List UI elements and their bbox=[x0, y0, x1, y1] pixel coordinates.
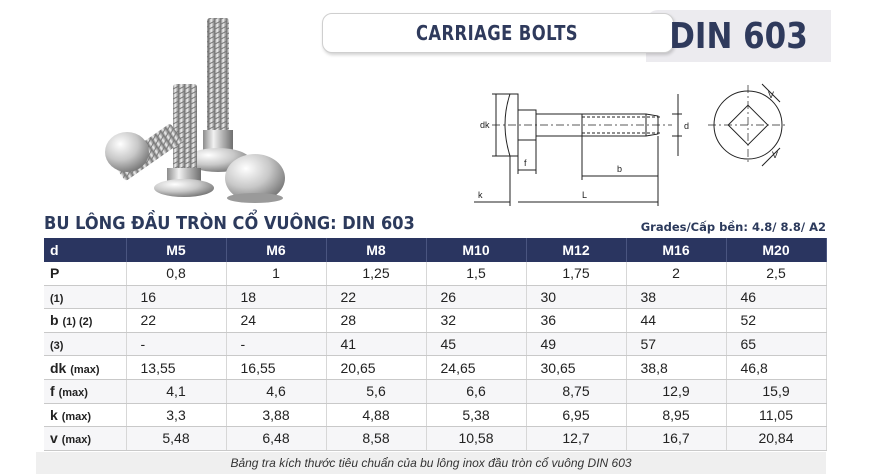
row-label-note: (max) bbox=[61, 410, 92, 423]
table-cell: 16,55 bbox=[226, 356, 326, 380]
table-cell: 16,7 bbox=[626, 427, 726, 451]
table-cell: 22 bbox=[126, 309, 226, 333]
caption: Bảng tra kích thước tiêu chuẩn của bu lông inox đầu tròn cổ vuông DIN 603 bbox=[230, 456, 632, 470]
table-cell: 2 bbox=[626, 262, 726, 285]
table-header-row bbox=[44, 238, 826, 262]
table-cell: 0,8 bbox=[126, 262, 226, 285]
row-label-symbol: f bbox=[50, 383, 55, 400]
dimension-table bbox=[44, 238, 827, 451]
table-row bbox=[44, 379, 826, 403]
table-cell: 1,75 bbox=[526, 262, 626, 285]
table-cell: 6,6 bbox=[426, 379, 526, 403]
table-cell: 20,84 bbox=[726, 427, 826, 451]
table-cell: 2,5 bbox=[726, 262, 826, 285]
table-cell: 12,9 bbox=[626, 379, 726, 403]
table-cell: 6,48 bbox=[226, 427, 326, 451]
table-cell: 49 bbox=[526, 332, 626, 356]
row-label bbox=[44, 285, 126, 309]
dim-d: d bbox=[684, 121, 690, 131]
table-cell: 52 bbox=[726, 309, 826, 333]
table-cell: 6,95 bbox=[526, 403, 626, 427]
page-title: CARRIAGE BOLTS bbox=[415, 21, 579, 45]
table-cell: 20,65 bbox=[326, 356, 426, 380]
column-header: M6 bbox=[226, 238, 326, 262]
table-row bbox=[44, 427, 826, 451]
table-cell: 45 bbox=[426, 332, 526, 356]
table-row bbox=[44, 309, 826, 333]
grades-note: Grades/Cấp bền: 4.8/ 8.8/ A2 bbox=[640, 220, 826, 234]
row-label-symbol: b bbox=[50, 312, 59, 329]
row-label bbox=[44, 309, 126, 333]
table-cell: 3,3 bbox=[126, 403, 226, 427]
dim-L: L bbox=[582, 190, 588, 200]
row-label-symbol: v bbox=[50, 430, 58, 447]
table-cell: 13,55 bbox=[126, 356, 226, 380]
table-cell: 8,75 bbox=[526, 379, 626, 403]
table-cell: 26 bbox=[426, 285, 526, 309]
table-cell: 18 bbox=[226, 285, 326, 309]
table-cell: 8,58 bbox=[326, 427, 426, 451]
technical-drawing bbox=[462, 74, 822, 212]
table-cell: 1,5 bbox=[426, 262, 526, 285]
table-cell: - bbox=[226, 332, 326, 356]
table-cell: 4,6 bbox=[226, 379, 326, 403]
column-header: M8 bbox=[326, 238, 426, 262]
table-cell: 5,48 bbox=[126, 427, 226, 451]
row-label-symbol: dk bbox=[50, 359, 67, 376]
row-label bbox=[44, 356, 126, 380]
row-label bbox=[44, 427, 126, 451]
table-row bbox=[44, 332, 826, 356]
standard-badge: DIN 603 bbox=[669, 16, 808, 57]
table-cell: 38,8 bbox=[626, 356, 726, 380]
row-label bbox=[44, 379, 126, 403]
row-label bbox=[44, 403, 126, 427]
table-cell: 5,6 bbox=[326, 379, 426, 403]
dim-k: k bbox=[478, 190, 483, 200]
column-header: M20 bbox=[726, 238, 826, 262]
table-row bbox=[44, 403, 826, 427]
table-cell: 46 bbox=[726, 285, 826, 309]
row-label-note: (1) bbox=[50, 292, 64, 305]
column-header: M16 bbox=[626, 238, 726, 262]
table-cell: 28 bbox=[326, 309, 426, 333]
table-row bbox=[44, 262, 826, 285]
table-cell: 12,7 bbox=[526, 427, 626, 451]
table-cell: 22 bbox=[326, 285, 426, 309]
row-label-symbol: P bbox=[50, 265, 60, 282]
dim-dk: dk bbox=[480, 120, 490, 130]
table-cell: 57 bbox=[626, 332, 726, 356]
column-header: d bbox=[44, 238, 126, 262]
table-cell: 30 bbox=[526, 285, 626, 309]
table-cell: 41 bbox=[326, 332, 426, 356]
table-cell: 11,05 bbox=[726, 403, 826, 427]
table-cell: 44 bbox=[626, 309, 726, 333]
table-cell: 36 bbox=[526, 309, 626, 333]
column-header: M5 bbox=[126, 238, 226, 262]
table-row bbox=[44, 356, 826, 380]
row-label-note: (max) bbox=[58, 387, 88, 400]
dim-b: b bbox=[617, 164, 623, 174]
dim-v2: V bbox=[772, 150, 779, 160]
table-row bbox=[44, 285, 826, 309]
dim-v1: V bbox=[768, 90, 775, 100]
column-header: M12 bbox=[526, 238, 626, 262]
table-cell: 65 bbox=[726, 332, 826, 356]
table-cell: 5,38 bbox=[426, 403, 526, 427]
row-label-note: (max) bbox=[70, 363, 100, 376]
table-cell: 38 bbox=[626, 285, 726, 309]
section-title: BU LÔNG ĐẦU TRÒN CỔ VUÔNG: DIN 603 bbox=[44, 213, 415, 234]
row-label-note: (1) (2) bbox=[62, 316, 93, 329]
table-cell: 46,8 bbox=[726, 356, 826, 380]
row-label bbox=[44, 262, 126, 285]
table-cell: 30,65 bbox=[526, 356, 626, 380]
row-label-symbol: k bbox=[50, 406, 58, 423]
table-cell: 15,9 bbox=[726, 379, 826, 403]
table-cell: 24,65 bbox=[426, 356, 526, 380]
table-cell: 16 bbox=[126, 285, 226, 309]
table-cell: 1,25 bbox=[326, 262, 426, 285]
table-cell: 24 bbox=[226, 309, 326, 333]
table-cell: 8,95 bbox=[626, 403, 726, 427]
table-cell: 10,58 bbox=[426, 427, 526, 451]
row-label bbox=[44, 332, 126, 356]
table-cell: - bbox=[126, 332, 226, 356]
column-header: M10 bbox=[426, 238, 526, 262]
table-cell: 4,88 bbox=[326, 403, 426, 427]
dim-f: f bbox=[524, 158, 527, 168]
table-cell: 1 bbox=[226, 262, 326, 285]
table-cell: 3,88 bbox=[226, 403, 326, 427]
row-label-note: (3) bbox=[50, 340, 64, 353]
row-label-note: (max) bbox=[61, 434, 92, 447]
table-cell: 32 bbox=[426, 309, 526, 333]
table-cell: 4,1 bbox=[126, 379, 226, 403]
bolts-photo bbox=[95, 10, 315, 210]
